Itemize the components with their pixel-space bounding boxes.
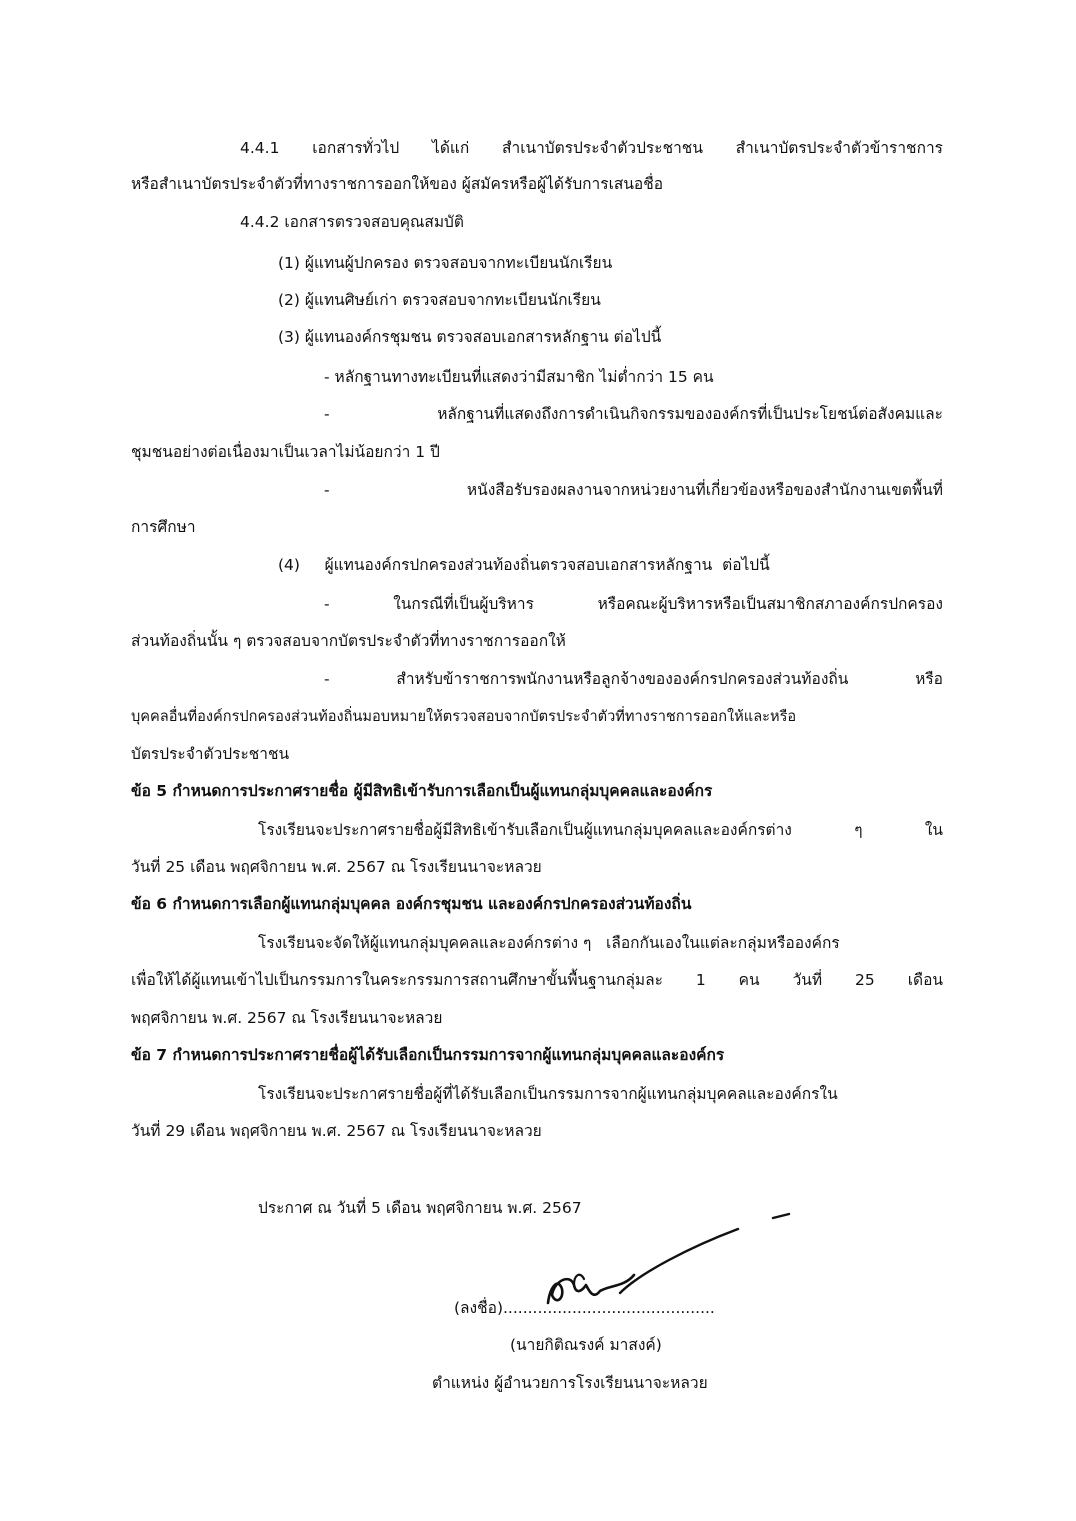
item-4: (4) ผู้แทนองค์กรปกครองส่วนท้องถิ่นตรวจสอบเอกสารหลักฐาน ต่อไปนี้ (278, 556, 770, 574)
item-4-bullet-2: - สำหรับข้าราชการพนักงานหรือลูกจ้างขององค์กรปกครองส่วนท้องถิ่น หรือ (324, 670, 943, 688)
item-3-bullet-3-cont: การศึกษา (131, 518, 196, 536)
clause-4-4-1-cont: หรือสำเนาบัตรประจำตัวที่ทางราชการออกให้ของ ผู้สมัครหรือผู้ได้รับการเสนอชื่อ (131, 175, 664, 193)
item-2: (2) ผู้แทนศิษย์เก่า ตรวจสอบจากทะเบียนนักเรียน (278, 291, 601, 309)
section-7-body: โรงเรียนจะประกาศรายชื่อผู้ที่ได้รับเลือกเป็นกรรมการจากผู้แทนกลุ่มบุคคลและองค์กรใน (258, 1085, 838, 1103)
section-5-body: โรงเรียนจะประกาศรายชื่อผู้มีสิทธิเข้ารับเลือกเป็นผู้แทนกลุ่มบุคคลและองค์กรต่าง ๆ ใน (258, 821, 943, 839)
signature-icon (490, 1195, 870, 1305)
section-5-heading: ข้อ 5 กำหนดการประกาศรายชื่อ ผู้มีสิทธิเข้ารับการเลือกเป็นผู้แทนกลุ่มบุคคลและองค์กร (131, 782, 713, 800)
signature-label: (ลงชื่อ) (454, 1299, 503, 1317)
signer-name: (นายกิติณรงค์ มาสงค์) (510, 1336, 662, 1354)
item-4-bullet-2-cont: บุคคลอื่นที่องค์กรปกครองส่วนท้องถิ่นมอบหมายให้ตรวจสอบจากบัตรประจำตัวที่ทางราชการออกให้และหรือ (131, 708, 797, 725)
item-4-bullet-1-cont: ส่วนท้องถิ่นนั้น ๆ ตรวจสอบจากบัตรประจำตัวที่ทางราชการออกให้ (131, 632, 566, 650)
section-6-body: โรงเรียนจะจัดให้ผู้แทนกลุ่มบุคคลและองค์กรต่าง ๆ เลือกกันเองในแต่ละกลุ่มหรือองค์กร (258, 934, 840, 952)
signature-line (454, 1296, 715, 1320)
section-6-body-end: พฤศจิกายน พ.ศ. 2567 ณ โรงเรียนนาจะหลวย (131, 1009, 443, 1027)
section-7-heading: ข้อ 7 กำหนดการประกาศรายชื่อผู้ได้รับเลือกเป็นกรรมการจากผู้แทนกลุ่มบุคคลและองค์กร (131, 1046, 725, 1064)
item-3-bullet-1: - หลักฐานทางทะเบียนที่แสดงว่ามีสมาชิก ไม่ต่ำกว่า 15 คน (324, 368, 714, 386)
item-3-bullet-2: - หลักฐานที่แสดงถึงการดำเนินกิจกรรมขององค์กรที่เป็นประโยชน์ต่อสังคมและ (324, 405, 943, 423)
signer-position: ตำแหน่ง ผู้อำนวยการโรงเรียนนาจะหลวย (432, 1374, 708, 1392)
item-3-bullet-3: - หนังสือรับรองผลงานจากหน่วยงานที่เกี่ยวข้องหรือของสำนักงานเขตพื้นที่ (324, 481, 943, 499)
item-3: (3) ผู้แทนองค์กรชุมชน ตรวจสอบเอกสารหลักฐาน ต่อไปนี้ (278, 328, 662, 346)
item-4-bullet-2-end: บัตรประจำตัวประชาชน (131, 745, 290, 763)
section-7-body-cont: วันที่ 29 เดือน พฤศจิกายน พ.ศ. 2567 ณ โรงเรียนนาจะหลวย (131, 1122, 542, 1140)
announcement-date: ประกาศ ณ วันที่ 5 เดือน พฤศจิกายน พ.ศ. 2567 (258, 1199, 582, 1217)
signature (490, 1195, 870, 1305)
item-3-bullet-2-cont: ชุมชนอย่างต่อเนื่องมาเป็นเวลาไม่น้อยกว่า 1 ปี (131, 443, 440, 461)
section-6-body-cont: เพื่อให้ได้ผู้แทนเข้าไปเป็นกรรมการในคระกรรมการสถานศึกษาขั้นพื้นฐานกลุ่มละ 1 คน วันที่ 25 เดือน (131, 971, 943, 989)
clause-4-4-2: 4.4.2 เอกสารตรวจสอบคุณสมบัติ (240, 213, 464, 231)
item-4-bullet-1: - ในกรณีที่เป็นผู้บริหาร หรือคณะผู้บริหารหรือเป็นสมาชิกสภาองค์กรปกครอง (324, 595, 943, 613)
section-6-heading: ข้อ 6 กำหนดการเลือกผู้แทนกลุ่มบุคคล องค์กรชุมชน และองค์กรปกครองส่วนท้องถิ่น (131, 895, 692, 913)
item-1: (1) ผู้แทนผู้ปกครอง ตรวจสอบจากทะเบียนนักเรียน (278, 254, 613, 272)
clause-4-4-1: 4.4.1 เอกสารทั่วไป ได้แก่ สำเนาบัตรประจำตัวประชาชน สำเนาบัตรประจำตัวข้าราชการ (240, 139, 943, 157)
section-5-body-cont: วันที่ 25 เดือน พฤศจิกายน พ.ศ. 2567 ณ โรงเรียนนาจะหลวย (131, 858, 542, 876)
signature-dots: ........................................... (503, 1299, 715, 1317)
